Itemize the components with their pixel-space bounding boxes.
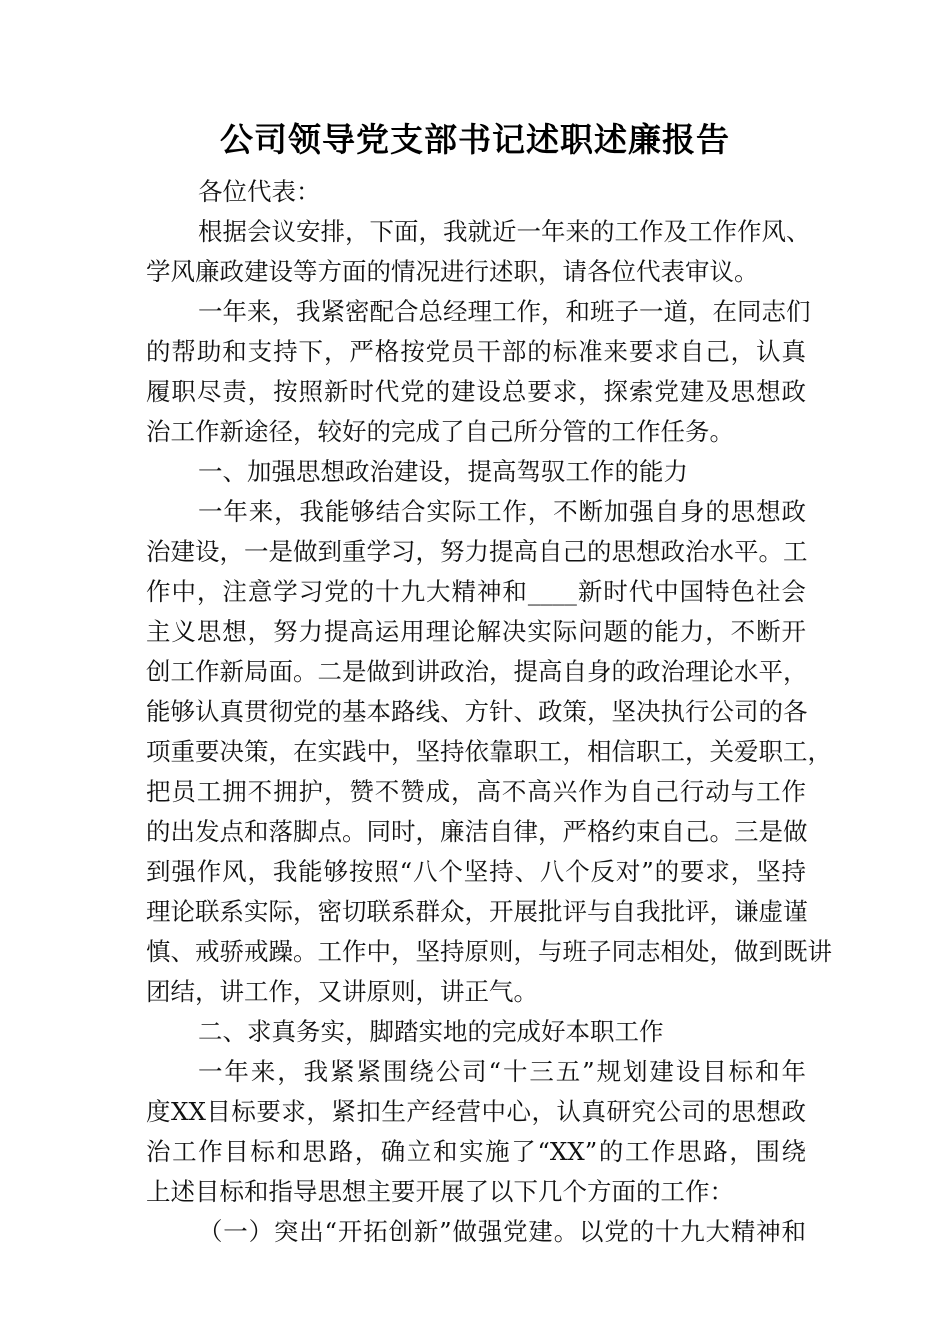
paragraph-line: （一）突出“开拓创新”做强党建。以党的十九大精神和 — [198, 1217, 806, 1246]
paragraph-line: 慎、戒骄戒躁。工作中，坚持原则，与班子同志相处，做到既讲 — [146, 937, 832, 966]
paragraph-line: 一年来，我紧密配合总经理工作，和班子一道，在同志们 — [198, 297, 811, 326]
paragraph-line: 主义思想，努力提高运用理论解决实际问题的能力，不断开 — [146, 617, 806, 646]
paragraph-line: 项重要决策，在实践中，坚持依靠职工，相信职工，关爱职工， — [146, 737, 832, 766]
paragraph-line: 履职尽责，按照新时代党的建设总要求，探索党建及思想政 — [146, 377, 806, 406]
paragraph-line: 把员工拥不拥护，赞不赞成，高不高兴作为自己行动与工作 — [146, 777, 806, 806]
section-heading: 一、加强思想政治建设，提高驾驭工作的能力 — [198, 457, 688, 486]
paragraph-line: 的出发点和落脚点。同时，廉洁自律，严格约束自己。三是做 — [146, 817, 808, 846]
paragraph-line: 能够认真贯彻党的基本路线、方针、政策，坚决执行公司的各 — [146, 697, 808, 726]
paragraph-line: 治工作新途径，较好的完成了自己所分管的工作任务。 — [146, 417, 734, 446]
paragraph-line: 上述目标和指导思想主要开展了以下几个方面的工作： — [146, 1177, 734, 1206]
document-title: 公司领导党支部书记述职述廉报告 — [220, 120, 730, 159]
paragraph-line: 创工作新局面。二是做到讲政治，提高自身的政治理论水平， — [146, 657, 808, 686]
paragraph-line: 的帮助和支持下，严格按党员干部的标准来要求自己，认真 — [146, 337, 806, 366]
paragraph-line: 作中，注意学习党的十九大精神和____新时代中国特色社会 — [146, 577, 806, 606]
paragraph-line: 治建设，一是做到重学习，努力提高自己的思想政治水平。工 — [146, 537, 808, 566]
paragraph-line: 理论联系实际，密切联系群众，开展批评与自我批评，谦虚谨 — [146, 897, 808, 926]
section-heading: 二、求真务实，脚踏实地的完成好本职工作 — [198, 1017, 664, 1046]
paragraph-line: 度XX目标要求，紧扣生产经营中心，认真研究公司的思想政 — [146, 1097, 806, 1126]
paragraph-line: 根据会议安排，下面，我就近一年来的工作及工作作风、 — [198, 217, 811, 246]
paragraph-line: 到强作风，我能够按照“八个坚持、八个反对”的要求，坚持 — [146, 857, 806, 886]
paragraph-line: 学风廉政建设等方面的情况进行述职，请各位代表审议。 — [146, 257, 759, 286]
paragraph-line: 团结，讲工作，又讲原则，讲正气。 — [146, 977, 538, 1006]
paragraph-line: 治工作目标和思路，确立和实施了“XX”的工作思路，围绕 — [146, 1137, 806, 1166]
paragraph-line: 一年来，我紧紧围绕公司“十三五”规划建设目标和年 — [198, 1057, 806, 1086]
salutation-line: 各位代表： — [198, 177, 321, 206]
paragraph-line: 一年来，我能够结合实际工作，不断加强自身的思想政 — [198, 497, 806, 526]
